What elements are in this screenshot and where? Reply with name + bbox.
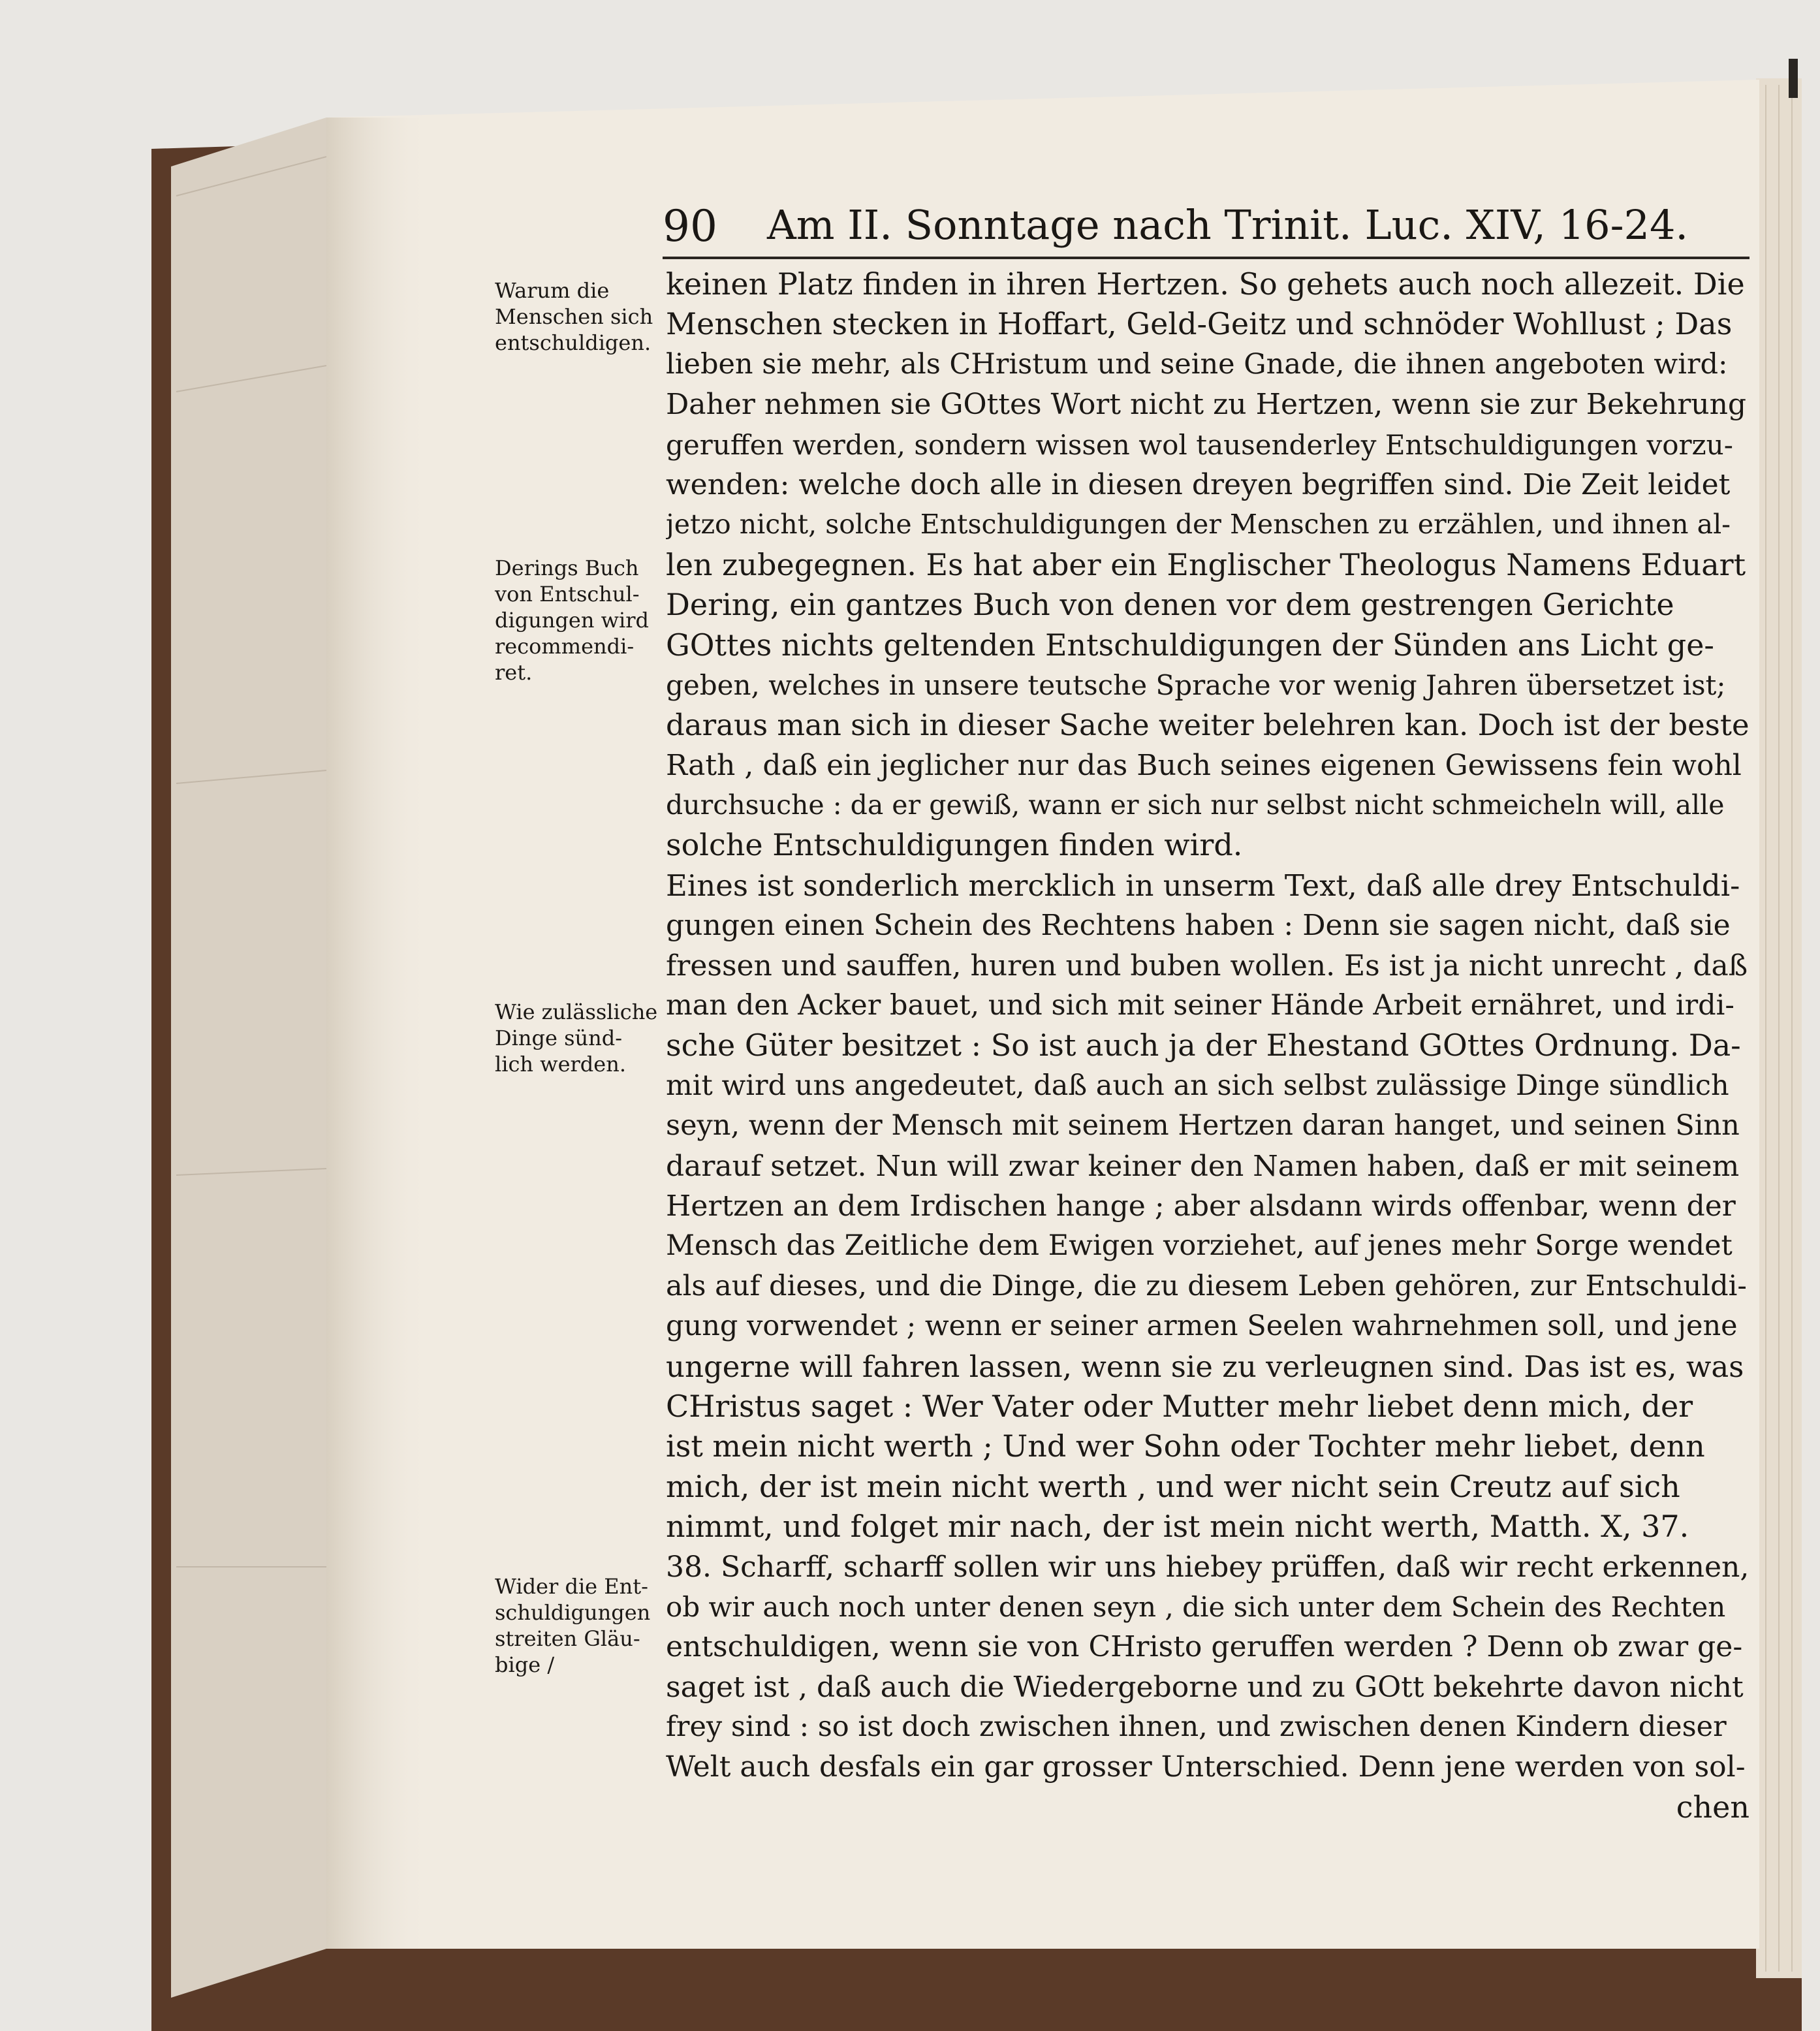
text-line: ob wir auch noch unter denen seyn , die sich unter dem Schein des Rechten xyxy=(666,1590,1726,1623)
text-line: geben, welches in unsere teutsche Sprache vor wenig Jahren übersetzet ist; xyxy=(666,669,1726,701)
text-line: geruffen werden, sondern wissen wol tausenderley Entschuldigungen vorzu- xyxy=(666,428,1733,461)
running-title: Am II. Sonntage nach Trinit. Luc. XIV, 16-24. xyxy=(767,201,1689,249)
body-text xyxy=(666,264,1749,1827)
text-line: Hertzen an dem Irdischen hange ; aber alsdann wirds offenbar, wenn der xyxy=(666,1189,1736,1223)
marginal-note-line: entschuldigen. xyxy=(495,330,651,355)
header-rule xyxy=(663,257,1749,259)
text-line: ist mein nicht werth ; Und wer Sohn oder Tochter mehr liebet, denn xyxy=(666,1428,1705,1464)
text-line: frey sind : so ist doch zwischen ihnen, und zwischen denen Kindern dieser xyxy=(666,1710,1727,1744)
text-line: seyn, wenn der Mensch mit seinem Hertzen daran hanget, und seinen Sinn xyxy=(666,1109,1740,1142)
text-line: sche Güter besitzet : So ist auch ja der Ehestand GOttes Ordnung. Da- xyxy=(666,1028,1741,1063)
text-line: CHristus saget : Wer Vater oder Mutter mehr liebet denn mich, der xyxy=(666,1388,1693,1424)
text-line: Menschen stecken in Hoffart, Geld-Geitz und schnöder Wohllust ; Das xyxy=(666,306,1733,342)
marginal-note-line: Wider die Ent- xyxy=(495,1574,648,1599)
marginal-note-line: Warum die xyxy=(495,278,610,303)
text-line: wenden: welche doch alle in diesen dreyen begriffen sind. Die Zeit leidet xyxy=(666,467,1731,501)
marginal-note xyxy=(495,555,658,685)
text-line: Daher nehmen sie GOttes Wort nicht zu Hertzen, wenn sie zur Bekehrung xyxy=(666,388,1747,422)
marginal-note-line: schuldigungen xyxy=(495,1600,651,1625)
marginal-note-line: bige / xyxy=(495,1652,555,1677)
text-line: als auf dieses, und die Dinge, die zu diesem Leben gehören, zur Entschuldi- xyxy=(666,1269,1747,1302)
text-line: fressen und sauffen, huren und buben wollen. Es ist ja nicht unrecht , daß xyxy=(666,949,1748,983)
marginal-note-line: Menschen sich xyxy=(495,304,653,329)
text-line: Rath , daß ein jeglicher nur das Buch seines eigenen Gewissens fein wohl xyxy=(666,748,1742,782)
marginal-note-line: digungen wird xyxy=(495,608,650,633)
text-line: Eines ist sonderlich mercklich in unserm Text, daß alle drey Entschuldi- xyxy=(666,868,1740,903)
text-line: nimmt, und folget mir nach, der ist mein nicht werth, Matth. X, 37. xyxy=(666,1509,1689,1545)
text-line: 38. Scharff, scharff sollen wir uns hiebey prüffen, daß wir recht erkennen, xyxy=(666,1550,1749,1584)
marginal-note-line: Dinge sünd- xyxy=(495,1026,623,1050)
running-header xyxy=(663,196,1749,255)
text-line: mich, der ist mein nicht werth , und wer nicht sein Creutz auf sich xyxy=(666,1468,1680,1504)
text-line: gung vorwendet ; wenn er seiner armen Seelen wahrnehmen soll, und jene xyxy=(666,1310,1738,1343)
text-line: gungen einen Schein des Rechtens haben : Denn sie sagen nicht, daß sie xyxy=(666,909,1731,943)
text-line: man den Acker bauet, und sich mit seiner Hände Arbeit ernähret, und irdi- xyxy=(666,989,1734,1022)
marginal-note-line: Wie zulässliche xyxy=(495,1000,658,1024)
marginal-note xyxy=(495,1573,658,1678)
text-line: Welt auch desfals ein gar grosser Unterschied. Denn jene werden von sol- xyxy=(666,1750,1746,1784)
marginal-note-line: Derings Buch xyxy=(495,556,639,580)
text-line: Dering, ein gantzes Buch von denen vor dem gestrengen Gerichte xyxy=(666,587,1674,623)
marginal-note xyxy=(495,999,658,1077)
text-line: GOttes nichts geltenden Entschuldigungen der Sünden ans Licht ge- xyxy=(666,627,1714,663)
text-line: darauf setzet. Nun will zwar keiner den Namen haben, daß er mit seinem xyxy=(666,1149,1740,1183)
text-line: saget ist , daß auch die Wiedergeborne und zu GOtt bekehrte davon nicht xyxy=(666,1670,1744,1704)
marginal-note-line: streiten Gläu- xyxy=(495,1626,640,1651)
text-line: ungerne will fahren lassen, wenn sie zu verleugnen sind. Das ist es, was xyxy=(666,1349,1744,1384)
catchword: chen xyxy=(1676,1789,1749,1825)
text-line: entschuldigen, wenn sie von CHristo geruffen werden ? Denn ob zwar ge- xyxy=(666,1630,1743,1664)
text-line: solche Entschuldigungen finden wird. xyxy=(666,827,1243,863)
text-line: mit wird uns angedeutet, daß auch an sich selbst zulässige Dinge sündlich xyxy=(666,1069,1729,1102)
text-line: Mensch das Zeitliche dem Ewigen vorziehet, auf jenes mehr Sorge wendet xyxy=(666,1229,1733,1263)
text-line: lieben sie mehr, als CHristum und seine Gnade, die ihnen angeboten wird: xyxy=(666,347,1728,381)
marginal-note-line: recommendi- xyxy=(495,634,635,659)
marginal-note-line: ret. xyxy=(495,660,533,685)
text-line: len zubegegnen. Es hat aber ein Englischer Theologus Namens Eduart xyxy=(666,546,1746,582)
marginal-note-line: lich werden. xyxy=(495,1052,626,1077)
page-number: 90 xyxy=(663,201,717,251)
marginal-note xyxy=(495,277,658,356)
text-line: jetzo nicht, solche Entschuldigungen der Menschen zu erzählen, und ihnen al- xyxy=(666,509,1731,541)
text-line: daraus man sich in dieser Sache weiter belehren kan. Doch ist der beste xyxy=(666,708,1749,743)
text-line: keinen Platz finden in ihren Hertzen. So gehets auch noch allezeit. Die xyxy=(666,266,1745,302)
text-line: durchsuche : da er gewiß, wann er sich nur selbst nicht schmeicheln will, alle xyxy=(666,789,1725,821)
marginal-note-line: von Entschul- xyxy=(495,582,640,606)
